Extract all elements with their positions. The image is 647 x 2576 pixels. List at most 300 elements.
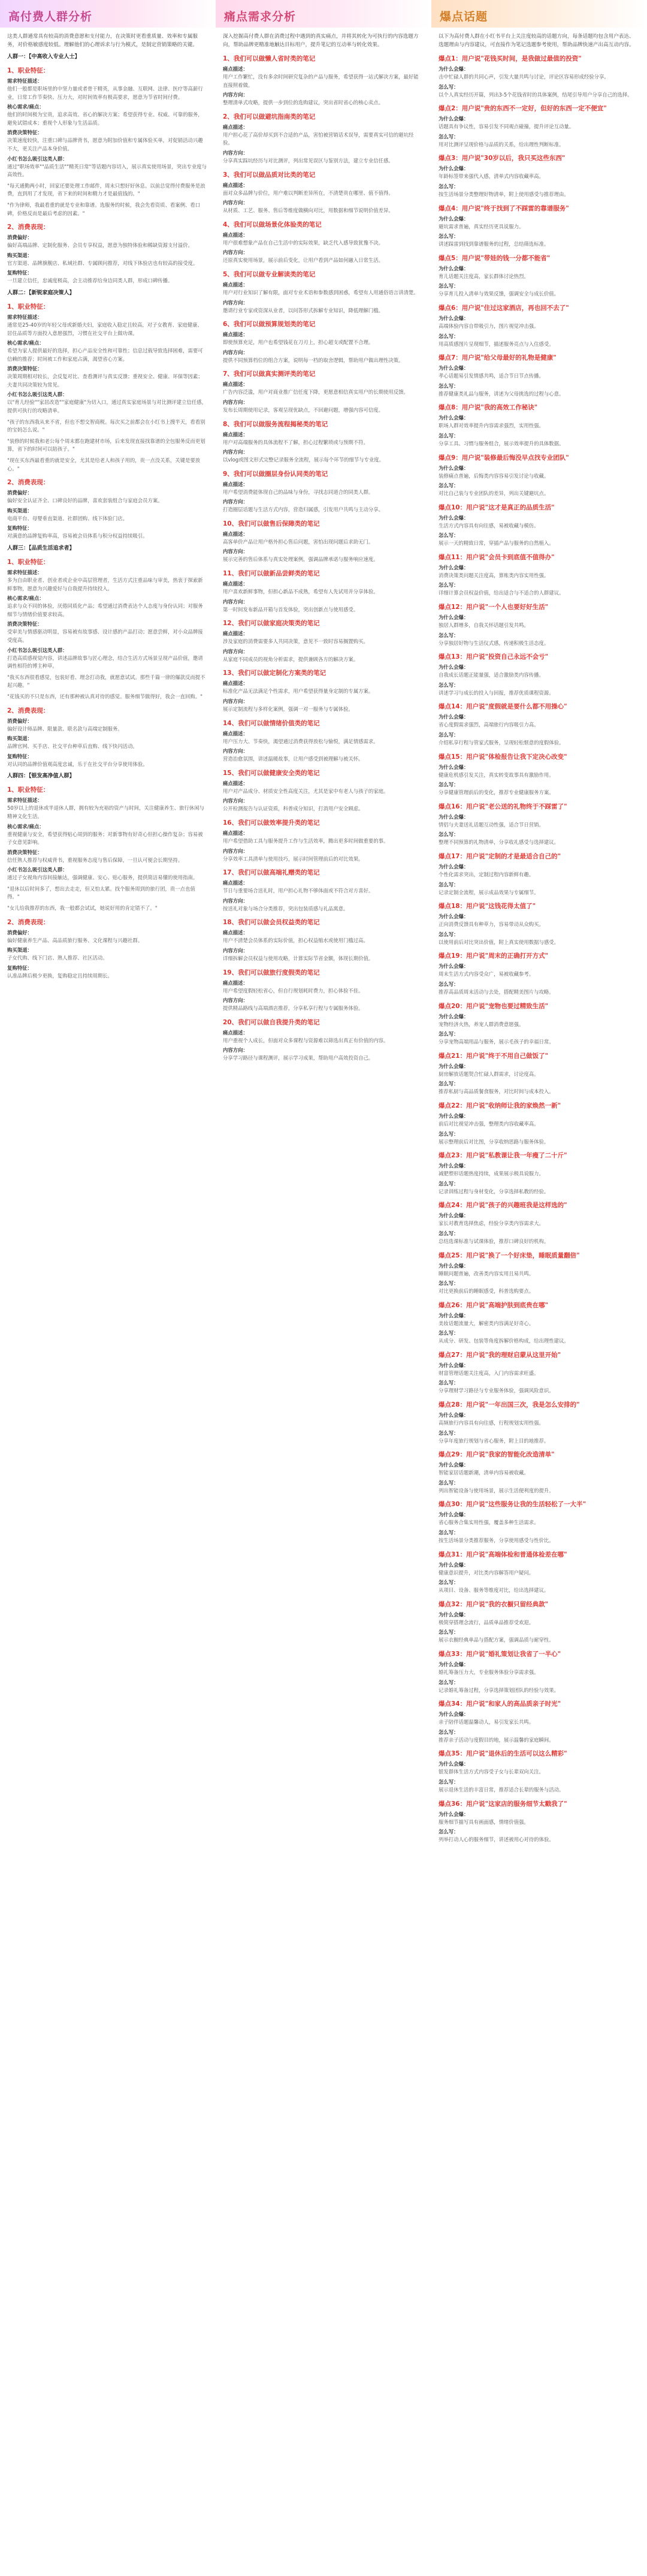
column-body xyxy=(223,54,423,1063)
item-text: 广告内容泛滥，用户对商业推广信任度下降，更愿意相信真实用户的长期使用反馈。 xyxy=(223,389,409,396)
item-text: 受审美与情感驱动明显，容易被有故事感、设计感的产品打动；愿意尝鲜，对小众品牌接受度高。 xyxy=(7,629,203,643)
item-label: 为什么会爆： xyxy=(439,1512,469,1518)
hot-topic-item xyxy=(439,1649,639,1694)
item-label: 复购特征： xyxy=(7,525,32,532)
item-label: 核心需求/痛点： xyxy=(7,823,44,829)
pain-point-item xyxy=(223,918,423,963)
pain-point-item xyxy=(223,818,423,863)
pain-point-item xyxy=(223,112,423,165)
item-text: 公开检测报告与认证资质，科普成分知识，打消用户安全顾虑。 xyxy=(223,806,364,812)
item-label: 痛点描述： xyxy=(223,730,248,737)
item-text: 详细拆解会员权益与使用攻略，计算实际节省金额，体现长期价值。 xyxy=(223,955,374,961)
section-subheading: 2、消费表现： xyxy=(7,479,50,487)
item-text: 从成分、研发、包装等角度拆解价格构成，给出理性建议。 xyxy=(439,1338,569,1344)
hot-topic-heading: 爆点22：用户说"收纳师让我的家焕然一新" xyxy=(439,1102,561,1109)
item-label: 为什么会爆： xyxy=(439,714,469,720)
item-label: 怎么写： xyxy=(439,1280,459,1287)
item-label: 怎么写： xyxy=(439,681,459,688)
item-label: 怎么写： xyxy=(439,632,459,638)
item-text: 用户希望度假轻松省心，但自行规划耗时费力，担心体验不佳。 xyxy=(223,987,364,994)
item-label: 内容方向： xyxy=(223,399,248,405)
quote-paragraph: "孩子的东西我从来不省，但也不想交智商税。每次买之前都会在小红书上搜半天，看看别的宝妈怎么说。" xyxy=(7,418,205,433)
hot-topic-heading: 爆点17：用户说"定制的才是最适合自己的" xyxy=(439,853,561,860)
hot-topic-item xyxy=(439,503,639,548)
item-label: 为什么会爆： xyxy=(439,265,469,272)
item-label: 痛点描述： xyxy=(223,680,248,687)
item-label: 为什么会爆： xyxy=(439,365,469,372)
item-text: 多为自由职业者、创业者或企业中高层管理者，生活方式注重品味与审美，热衷于探索新鲜事物，愿意为兴趣爱好与自我提升持续投入。 xyxy=(7,577,203,592)
section-heading: 人群一：【中高收入专业人士】 xyxy=(7,54,80,60)
item-text: 以"育儿经验""家居改造""家庭健康"为切入口，通过真实家庭场景与对比测评建立信任感，提供可执行的攻略清单。 xyxy=(7,399,207,414)
item-text: 按生活场景分类整理好物清单，附上使用感受与推荐理由。 xyxy=(439,191,569,197)
item-label: 怎么写： xyxy=(439,133,459,140)
pain-point-item xyxy=(223,170,423,215)
item-label: 怎么写： xyxy=(439,732,459,738)
item-label: 为什么会爆： xyxy=(439,1761,469,1767)
item-text: 个性化需求突出，定制过程内容新鲜有趣。 xyxy=(439,871,534,877)
item-label: 怎么写： xyxy=(439,1330,459,1337)
item-label: 痛点描述： xyxy=(223,281,248,288)
item-text: 以个人真实经历开篇，列出3-5个花钱省时的具体案例，结尾引导用户分享自己的选择。 xyxy=(439,91,633,98)
item-text: 分享理财学习路径与专业服务体验，强调风险意识。 xyxy=(439,1387,554,1394)
item-text: 用户希望借助工具与服务提升工作与生活效率，腾出更多时间做重要的事。 xyxy=(223,838,389,844)
item-label: 怎么写： xyxy=(439,83,459,90)
item-label: 需求特征描述： xyxy=(7,797,43,804)
item-text: 展示整理前后对比图，分享收纳思路与服务体验。 xyxy=(439,1138,549,1145)
hot-topic-item xyxy=(439,104,639,149)
item-label: 痛点描述： xyxy=(223,979,248,986)
item-label: 为什么会爆： xyxy=(439,813,469,820)
item-label: 怎么写： xyxy=(439,283,459,289)
item-text: 自我成长话题正能量强，适合激励类内容传播。 xyxy=(439,672,544,678)
item-label: 购买渠道： xyxy=(7,735,32,742)
item-label: 痛点描述： xyxy=(223,1029,248,1036)
item-text: 省心服务合集实用性强，覆盖多种生活需求。 xyxy=(439,1519,539,1526)
item-label: 怎么写： xyxy=(439,382,459,389)
item-label: 消费决策特征： xyxy=(7,366,43,372)
item-label: 为什么会爆： xyxy=(439,514,469,521)
item-text: 通常是25-40岁的年轻父母或新婚夫妇，家庭收入稳定且较高，对子女教育、家庭健康、居住品质等方面投入意愿强烈，习惯在社交平台上做功课。 xyxy=(7,321,202,336)
item-text: 健康意识提升，对比类内容解答用户疑问。 xyxy=(439,1569,534,1576)
item-label: 内容方向： xyxy=(223,299,248,306)
item-label: 为什么会爆： xyxy=(439,864,469,870)
item-text: 第一时间发布新品开箱与首发体验，突出创新点与使用感受。 xyxy=(223,606,359,613)
hot-topic-item xyxy=(439,303,639,348)
item-text: 用户工作繁忙，没有多余时间研究复杂的产品与服务，希望获得一站式解决方案，最好能直接照着做。 xyxy=(223,74,419,88)
audience-section xyxy=(7,53,207,285)
item-text: 邀请行业专家或资深从业者，以问答形式拆解专业知识，降低理解门槛。 xyxy=(223,307,383,313)
item-text: 列举打动人心的服务细节，讲述被用心对待的体验。 xyxy=(439,1836,554,1843)
item-text: 分享效率工具清单与使用技巧，展示时间管理前后的对比效果。 xyxy=(223,855,364,862)
item-text: 展示退休生活的丰富日常，推荐适合长辈的服务与活动。 xyxy=(439,1786,564,1793)
quote-paragraph: "作为律师，我最看重的就是专业和靠谱。选服务的时候，我会先看资质、看案例、看口碑，价格反而是最后考虑的因素。" xyxy=(7,201,201,216)
item-text: 省心度假需求强烈，高端旅行内容吸引力高。 xyxy=(439,722,539,728)
section-subheading: 1、职业特征： xyxy=(7,67,50,74)
pain-point-heading: 4、我们可以做场景化体验类的笔记 xyxy=(223,221,322,228)
item-text: 分享学习路径与课程测评，展示学习成果，帮助用户高效投资自己。 xyxy=(223,1055,374,1061)
item-text: 整理清单式攻略，提供一步到位的选购建议，突出省时省心的核心卖点。 xyxy=(223,99,383,106)
hot-topic-item xyxy=(439,1600,639,1645)
item-label: 怎么写： xyxy=(439,1081,459,1087)
item-text: 用户很难想象产品在自己生活中的实际效果，缺乏代入感导致犹豫不决。 xyxy=(223,239,383,246)
item-text: 睡眠问题普遍，改善类内容实用且易共鸣。 xyxy=(439,1270,534,1277)
item-label: 购买渠道： xyxy=(7,507,32,514)
item-label: 消费偏好： xyxy=(7,929,32,936)
item-text: 职场人群对效率提升内容需求强烈，实用性强。 xyxy=(439,423,544,429)
column-banner xyxy=(431,0,647,28)
pain-point-heading: 17、我们可以做高端礼赠类的笔记 xyxy=(223,869,320,877)
quote-paragraph: "现在买东西最看重的就是安全，尤其是给老人和孩子用的，贵一点没关系，关键是要放心。" xyxy=(7,457,201,472)
column-body xyxy=(7,53,207,980)
hot-topic-heading: 爆点12：用户说"一个人也要好好生活" xyxy=(439,604,549,611)
pain-point-item xyxy=(223,270,423,315)
item-text: 信任熟人推荐与权威背书，重视服务态度与售后保障，一旦认可便会长期坚持。 xyxy=(7,856,183,863)
pain-point-heading: 12、我们可以做家庭决策类的笔记 xyxy=(223,620,320,628)
item-label: 内容方向： xyxy=(223,897,248,904)
item-text: 独居人群增多，自我关怀话题引发共鸣。 xyxy=(439,622,529,629)
item-label: 怎么写： xyxy=(439,582,459,589)
hot-topic-heading: 爆点3：用户说"30岁以后，我只买这些东西" xyxy=(439,155,566,162)
audience-section xyxy=(7,289,207,541)
section-subheading: 1、职业特征： xyxy=(7,559,50,566)
item-label: 为什么会爆： xyxy=(439,1312,469,1319)
item-label: 怎么写： xyxy=(439,1729,459,1735)
item-text: 即使预算充足，用户也希望钱花在刀刃上，担心超支或配置不合理。 xyxy=(223,339,374,346)
item-label: 痛点描述： xyxy=(223,530,248,537)
hot-topic-item xyxy=(439,553,639,598)
hot-topic-item xyxy=(439,1101,639,1146)
item-label: 为什么会爆： xyxy=(439,1711,469,1718)
item-text: 50岁以上的退休或半退休人群，拥有较为充裕的资产与时间，关注健康养生、旅行休闲与精神文化生活。 xyxy=(7,805,204,819)
hot-topic-heading: 爆点34：用户说"和家人的高品质亲子时光" xyxy=(439,1700,561,1708)
pain-point-heading: 6、我们可以做预算规划类的笔记 xyxy=(223,321,316,328)
item-label: 为什么会爆： xyxy=(439,564,469,571)
item-label: 为什么会爆： xyxy=(439,1013,469,1019)
hot-topic-heading: 爆点21：用户说"终于不用自己做饭了" xyxy=(439,1052,549,1060)
item-text: 分享育儿投入清单与效果反馈，强调安全与成长价值。 xyxy=(439,291,559,297)
item-text: 记录定制全流程，展示成品效果与专属细节。 xyxy=(439,889,539,895)
column-title: 高付费人群分析 xyxy=(8,10,93,23)
item-label: 痛点描述： xyxy=(223,66,248,72)
item-text: 银发群体生活方式内容受子女与长辈双向关注。 xyxy=(439,1769,544,1775)
item-text: 情侣与夫妻送礼话题互动性强，适合节日营销。 xyxy=(439,821,544,828)
column-lead: 深入挖掘高付费人群在消费过程中遇到的真实痛点，并将其转化为可执行的内容选题方向，帮助品牌更精准地触达目标用户，提升笔记的互动率与转化效果。 xyxy=(223,34,419,48)
item-label: 怎么写： xyxy=(439,233,459,240)
item-text: 展示衣橱经典单品与搭配方案，强调品质与耐穿性。 xyxy=(439,1637,554,1643)
section-subheading: 1、职业特征： xyxy=(7,303,50,310)
hot-topic-heading: 爆点36：用户说"这家店的服务细节太戳我了" xyxy=(439,1800,567,1808)
hot-topic-heading: 爆点18：用户说"这钱花得太值了" xyxy=(439,903,536,910)
pain-point-item xyxy=(223,420,423,464)
item-text: 官方渠道、品牌旗舰店、私域社群、专属顾问推荐，对线下体验店也有较高的接受度。 xyxy=(7,260,198,266)
hot-topic-item xyxy=(439,1151,639,1196)
item-label: 为什么会爆： xyxy=(439,464,469,471)
item-label: 怎么写： xyxy=(439,482,459,489)
item-label: 内容方向： xyxy=(223,449,248,456)
item-text: 分享年度旅行规划与省心服务，附上目的地推荐。 xyxy=(439,1437,549,1444)
hot-topic-heading: 爆点23：用户说"私教课让我一年瘦了二十斤" xyxy=(439,1152,567,1160)
item-text: 从项目、设备、服务等维度对比，给出选择建议。 xyxy=(439,1587,549,1594)
item-text: 用户担心花了高价却买到不合适的产品，害怕被营销话术误导，需要真实可信的避坑经验。 xyxy=(223,131,414,146)
item-text: 分享宠物高端用品与服务，展示毛孩子的幸福日常。 xyxy=(439,1039,554,1045)
pain-point-heading: 16、我们可以做效率提升类的笔记 xyxy=(223,819,320,827)
item-text: 话题具有争议性，容易引发不同观点碰撞，提升评论互动量。 xyxy=(439,123,575,130)
section-subheading: 1、职业特征： xyxy=(7,786,50,794)
column-title: 爆点话题 xyxy=(440,10,488,23)
item-label: 为什么会爆： xyxy=(439,1661,469,1667)
hot-topic-item xyxy=(439,602,639,647)
item-text: 通过"职场效率""品质生活""精英日常"等话题内容切入，展示真实使用场景，突出专业度与高效性。 xyxy=(7,163,207,178)
hot-topic-item xyxy=(439,353,639,398)
item-text: 发布长周期使用记录，客观呈现优缺点，不回避问题，增强内容可信度。 xyxy=(223,406,383,413)
item-text: 对比更换前后的睡眠感受，科普选购要点。 xyxy=(439,1288,534,1295)
hot-topic-heading: 爆点7：用户说"给父母最好的礼物是健康" xyxy=(439,354,557,362)
item-text: 涉及家庭的消费需要多人共同决策，意见不一致时容易搁置购买。 xyxy=(223,638,368,645)
section-subheading: 2、消费表现： xyxy=(7,707,50,714)
item-text: 装修痛点普遍，后悔类内容容易引发讨论与收藏。 xyxy=(439,472,549,479)
hot-topic-item xyxy=(439,951,639,996)
hot-topic-item xyxy=(439,254,639,298)
pain-point-item xyxy=(223,369,423,414)
hot-topic-item xyxy=(439,901,639,946)
item-label: 怎么写： xyxy=(439,1130,459,1137)
item-label: 为什么会爆： xyxy=(439,66,469,72)
item-label: 怎么写： xyxy=(439,881,459,888)
pain-point-heading: 19、我们可以做旅行度假类的笔记 xyxy=(223,969,320,976)
hot-topic-item xyxy=(439,1799,639,1844)
hot-topic-heading: 爆点11：用户说"会员卡到底值不值得办" xyxy=(439,553,555,561)
item-text: 列出智能设备与使用场景，展示生活便利度的提升。 xyxy=(439,1487,554,1494)
item-text: 高频旅行内容具有向往感，行程规划实用性强。 xyxy=(439,1420,544,1426)
hot-topic-heading: 爆点35：用户说"退休后的生活可以这么精彩" xyxy=(439,1750,567,1758)
item-label: 需求特征描述： xyxy=(7,313,43,320)
pain-point-item xyxy=(223,469,423,514)
pain-point-heading: 1、我们可以做懒人省时类的笔记 xyxy=(223,55,316,62)
item-label: 为什么会爆： xyxy=(439,165,469,172)
item-text: 子女代购、线下门店、熟人推荐、社区活动。 xyxy=(7,955,108,961)
item-label: 复购特征： xyxy=(7,964,32,971)
item-label: 为什么会爆： xyxy=(439,116,469,122)
hot-topic-heading: 爆点33：用户说"婚礼策划让我省了一半心" xyxy=(439,1651,561,1658)
item-label: 消费偏好： xyxy=(7,490,32,496)
item-text: 展示一天的精致日常，穿插产品与服务的自然植入。 xyxy=(439,540,554,547)
item-label: 怎么写： xyxy=(439,981,459,987)
pain-point-item xyxy=(223,220,423,265)
item-label: 消费决策特征： xyxy=(7,621,43,628)
item-label: 小红书怎么吸引这类人群： xyxy=(7,647,68,653)
item-label: 为什么会爆： xyxy=(439,315,469,321)
item-text: 年龄标签带来强代入感，清单式内容收藏率高。 xyxy=(439,173,544,180)
pain-point-item xyxy=(223,519,423,564)
quote-paragraph: "每天通勤两小时，回家还要处理工作邮件，周末只想好好休息。以前总觉得付费服务是浪费，直到用了才发现，省下来的时间和精力才是最值钱的。" xyxy=(7,182,205,197)
hot-topic-item xyxy=(439,54,639,99)
pain-point-heading: 20、我们可以做自我提升类的笔记 xyxy=(223,1018,320,1026)
item-text: 整理不同预算的礼物清单，分享收礼感受与选择建议。 xyxy=(439,839,559,846)
hot-topic-heading: 爆点5：用户说"带娃的钱一分都不能省" xyxy=(439,254,551,262)
hot-topic-heading: 爆点16：用户说"老公送的礼物终于不踩雷了" xyxy=(439,803,567,810)
hot-topic-item xyxy=(439,1749,639,1794)
hot-topic-item xyxy=(439,1500,639,1545)
item-text: 提供精品路线与高端酒店推荐，分享私享行程与专属服务体验。 xyxy=(223,1005,364,1012)
item-label: 怎么写： xyxy=(439,532,459,539)
hot-topic-item xyxy=(439,453,639,498)
item-label: 怎么写： xyxy=(439,1230,459,1236)
column-lead: 这类人群通常具有较高的消费意愿和支付能力，在决策时更看重质量、效率和专属服务，对价格敏感度较低。理解他们的心理诉求与行为模式，是制定营销策略的关键。 xyxy=(7,34,198,48)
item-text: 亲子陪伴话题温馨动人，易引发家长共鸣。 xyxy=(439,1719,534,1726)
item-label: 消费偏好： xyxy=(7,234,32,241)
item-label: 怎么写： xyxy=(439,1180,459,1187)
item-label: 为什么会爆： xyxy=(439,215,469,222)
item-text: 用户对行业知识了解有限，面对专业术语和参数感到困惑，希望有人用通俗语言讲清楚。 xyxy=(223,289,419,295)
item-label: 内容方向： xyxy=(223,92,248,98)
hot-topic-heading: 爆点30：用户说"这些服务让我的生活轻松了一大半" xyxy=(439,1501,586,1509)
item-label: 核心需求/痛点： xyxy=(7,340,44,346)
item-label: 为什么会爆： xyxy=(439,1163,469,1169)
item-label: 内容方向： xyxy=(223,249,248,256)
item-text: 决策周期相对较长，会反复对比、查看测评与真实反馈；重视安全、健康、环保等因素；夫妻共同决策较为常见。 xyxy=(7,373,203,388)
item-text: 美妆话题流量大，解密类内容满足好奇心。 xyxy=(439,1320,534,1326)
pain-point-heading: 11、我们可以做新品尝鲜类的笔记 xyxy=(223,570,320,578)
item-label: 为什么会爆： xyxy=(439,664,469,671)
pain-point-item xyxy=(223,54,423,107)
item-text: 标准化产品无法满足个性需求，用户希望获得量身定制的专属方案。 xyxy=(223,688,374,695)
item-text: 用对比测评呈现价格与品质的关系，给出理性判断标准。 xyxy=(439,141,564,147)
item-text: 偏好安全认证齐全、口碑良好的品牌，喜欢套装组合与家庭会员方案。 xyxy=(7,497,163,504)
item-text: 节日与重要场合送礼时，用户担心礼物不够体面或不符合对方喜好。 xyxy=(223,888,374,894)
item-text: 追求与众不同的体验，厌倦同质化产品；希望通过消费表达个人态度与身份认同；对服务细节与情绪价值要求较高。 xyxy=(7,603,203,617)
pain-point-item xyxy=(223,719,423,764)
hot-topic-item xyxy=(439,1200,639,1245)
item-text: 从材质、工艺、服务、售后等维度做横向对比，用数据和细节说明价值差异。 xyxy=(223,207,394,214)
item-label: 为什么会爆： xyxy=(439,1063,469,1069)
item-text: 用户希望消费能体现自己的品味与身份，寻找志同道合的同类人群。 xyxy=(223,488,374,495)
pain-point-heading: 15、我们可以做健康安全类的笔记 xyxy=(223,769,320,777)
item-label: 为什么会爆： xyxy=(439,614,469,621)
item-text: 前后对比视觉冲击强，整理类内容收藏率高。 xyxy=(439,1120,539,1127)
item-label: 内容方向： xyxy=(223,997,248,1004)
item-label: 怎么写： xyxy=(439,931,459,937)
item-label: 怎么写： xyxy=(439,831,459,838)
hot-topic-heading: 爆点29：用户说"我家的智能化改造清单" xyxy=(439,1451,555,1459)
item-text: 生活方式内容具有向往感，易被收藏与模仿。 xyxy=(439,522,539,529)
item-label: 消费决策特征： xyxy=(7,849,43,855)
item-text: 厨房解放话题契合忙碌人群需求，讨论度高。 xyxy=(439,1070,539,1077)
pain-point-heading: 18、我们可以做会员权益类的笔记 xyxy=(223,919,320,927)
item-text: 讲述学习与成长的投入与回报，推荐优质课程资源。 xyxy=(439,689,554,696)
item-label: 为什么会爆： xyxy=(439,764,469,770)
item-label: 痛点描述： xyxy=(223,830,248,836)
column-body xyxy=(439,54,639,1844)
item-text: 按送礼对象与场合分类推荐，突出包装质感与礼品寓意。 xyxy=(223,905,349,912)
item-text: 营造治愈氛围，讲述温暖故事，让用户感受到被理解与被关怀。 xyxy=(223,756,364,762)
item-label: 小红书怎么吸引这类人群： xyxy=(7,155,68,162)
item-label: 为什么会爆： xyxy=(439,1811,469,1817)
pain-point-item xyxy=(223,668,423,713)
hot-topic-heading: 爆点10：用户说"这才是真正的品质生活" xyxy=(439,503,555,511)
hot-topic-heading: 爆点20：用户说"宠物也要过精致生活" xyxy=(439,1002,549,1010)
column-banner xyxy=(216,0,431,28)
item-label: 内容方向： xyxy=(223,149,248,156)
item-label: 怎么写： xyxy=(439,1031,459,1037)
item-label: 为什么会爆： xyxy=(439,1262,469,1269)
item-label: 为什么会爆： xyxy=(439,1412,469,1419)
item-text: 从家庭不同成员的视角分析需求，提供兼顾各方的解决方案。 xyxy=(223,656,359,662)
quote-paragraph: "装修的时候我和老公每个周末都在跑建材市场，后来发现直接找靠谱的全包服务反而更划算，省下的时间可以陪孩子。" xyxy=(7,438,205,453)
pain-point-item xyxy=(223,868,423,913)
item-label: 购买渠道： xyxy=(7,252,32,258)
item-label: 怎么写： xyxy=(439,1629,459,1636)
item-label: 为什么会爆： xyxy=(439,415,469,421)
item-label: 需求特征描述： xyxy=(7,569,43,575)
hot-topic-heading: 爆点4：用户说"终于找到了不踩雷的靠谱服务" xyxy=(439,204,569,212)
item-label: 怎么写： xyxy=(439,1479,459,1486)
item-label: 内容方向： xyxy=(223,598,248,605)
item-text: 服务细节描写具有画面感，情绪价值强。 xyxy=(439,1818,529,1825)
item-label: 为什么会爆： xyxy=(439,1212,469,1219)
item-label: 痛点描述： xyxy=(223,231,248,238)
item-label: 为什么会爆： xyxy=(439,1462,469,1468)
hot-topic-heading: 爆点28：用户说"一年出国三次，我是怎么安排的" xyxy=(439,1401,580,1409)
item-label: 内容方向： xyxy=(223,748,248,755)
item-label: 为什么会爆： xyxy=(439,913,469,920)
item-text: 分享健康管理前后的变化，推荐专业健康服务方案。 xyxy=(439,789,554,796)
item-text: 记录训练过程与身材变化，分享选择私教的经验。 xyxy=(439,1188,549,1195)
item-text: 展示定制流程与多样化案例，强调一对一服务与专属体验。 xyxy=(223,706,353,713)
item-text: 高端体验内容自带吸引力，图片视觉冲击强。 xyxy=(439,322,539,329)
item-text: 对满意的品牌复购率高，容易被会员体系与积分权益持续吸引。 xyxy=(7,533,148,539)
item-text: 健康危机感引发关注，真实转变故事具有激励作用。 xyxy=(439,771,554,778)
item-text: 一旦建立信任，忠诚度极高，会主动推荐给身边同类人群，形成口碑传播。 xyxy=(7,277,173,284)
hot-topic-heading: 爆点32：用户说"我的衣橱只留经典款" xyxy=(439,1600,549,1608)
column-banner xyxy=(0,0,216,28)
item-label: 痛点描述： xyxy=(223,631,248,637)
hot-topic-heading: 爆点19：用户说"周末的正确打开方式" xyxy=(439,952,549,960)
pain-point-heading: 5、我们可以做专业解读类的笔记 xyxy=(223,270,316,278)
section-heading: 人群二：【新锐家庭决策人】 xyxy=(7,289,75,296)
item-text: 家长对教育选择焦虑，经验分享类内容需求大。 xyxy=(439,1220,544,1227)
item-text: 消费决策类问题关注度高，算账类内容实用性强。 xyxy=(439,572,549,578)
item-label: 复购特征： xyxy=(7,270,32,276)
hot-topic-heading: 爆点1：用户说"花钱买时间，是我做过最值的投资" xyxy=(439,55,582,62)
pain-point-heading: 14、我们可以做情绪价值类的笔记 xyxy=(223,719,320,727)
hot-topic-item xyxy=(439,802,639,847)
pain-point-item xyxy=(223,569,423,614)
hot-topic-heading: 爆点13：用户说"投资自己永远不会亏" xyxy=(439,653,549,661)
column-lead: 以下为高付费人群在小红书平台上关注度较高的话题方向，每条话题均包含用户表达、选题理由与内容建议，可直接作为笔记选题参考使用，帮助品牌快速产出高互动内容。 xyxy=(439,34,634,48)
item-label: 内容方向： xyxy=(223,200,248,206)
item-text: 详细计算会员权益价值，给出适合与不适合的人群建议。 xyxy=(439,590,564,596)
item-text: 推荐亲子活动与度假目的地，展示温馨的家庭瞬间。 xyxy=(439,1736,554,1743)
item-text: 分享独居好物与生活仪式感，传递积极生活态度。 xyxy=(439,640,549,646)
item-text: 认准品牌后极少更换，复购稳定且持续周期长。 xyxy=(7,972,113,979)
item-text: 他们的时间极为宝贵，追求高效、省心的解决方案；希望获得专业、权威、可靠的服务，避免试错成本；重视个人形象与生活品质。 xyxy=(7,111,203,126)
item-text: 偏好设计师品牌、限量款、联名款与高端定制服务。 xyxy=(7,725,123,732)
column-title: 痛点需求分析 xyxy=(224,10,297,23)
hot-topic-heading: 爆点15：用户说"体检报告让我下定决心改变" xyxy=(439,753,567,761)
item-label: 痛点描述： xyxy=(223,780,248,786)
item-text: 对认同的品牌价值观高度忠诚，乐于在社交平台分享使用体验。 xyxy=(7,761,148,767)
pain-point-heading: 3、我们可以做品质对比类的笔记 xyxy=(223,171,316,179)
item-text: 避坑需求普遍，真实经历更具说服力。 xyxy=(439,223,524,230)
hot-topic-item xyxy=(439,1400,639,1445)
quote-paragraph: "我买东西很看感觉，包装好看、理念打动我，就愿意试试。那些千篇一律的爆款反而提不起兴趣。" xyxy=(7,674,205,689)
quote-paragraph: "女儿给我推荐的东西，我一般都会试试，她说好用的肯定错不了。" xyxy=(7,905,158,912)
hot-topic-item xyxy=(439,1051,639,1096)
hot-topic-heading: 爆点25：用户说"换了一个好床垫，睡眠质量翻倍" xyxy=(439,1251,580,1259)
item-text: 宠物经济火热，养宠人群消费意愿强。 xyxy=(439,1021,524,1027)
item-label: 怎么写： xyxy=(439,1579,459,1586)
hot-topic-item xyxy=(439,1550,639,1595)
